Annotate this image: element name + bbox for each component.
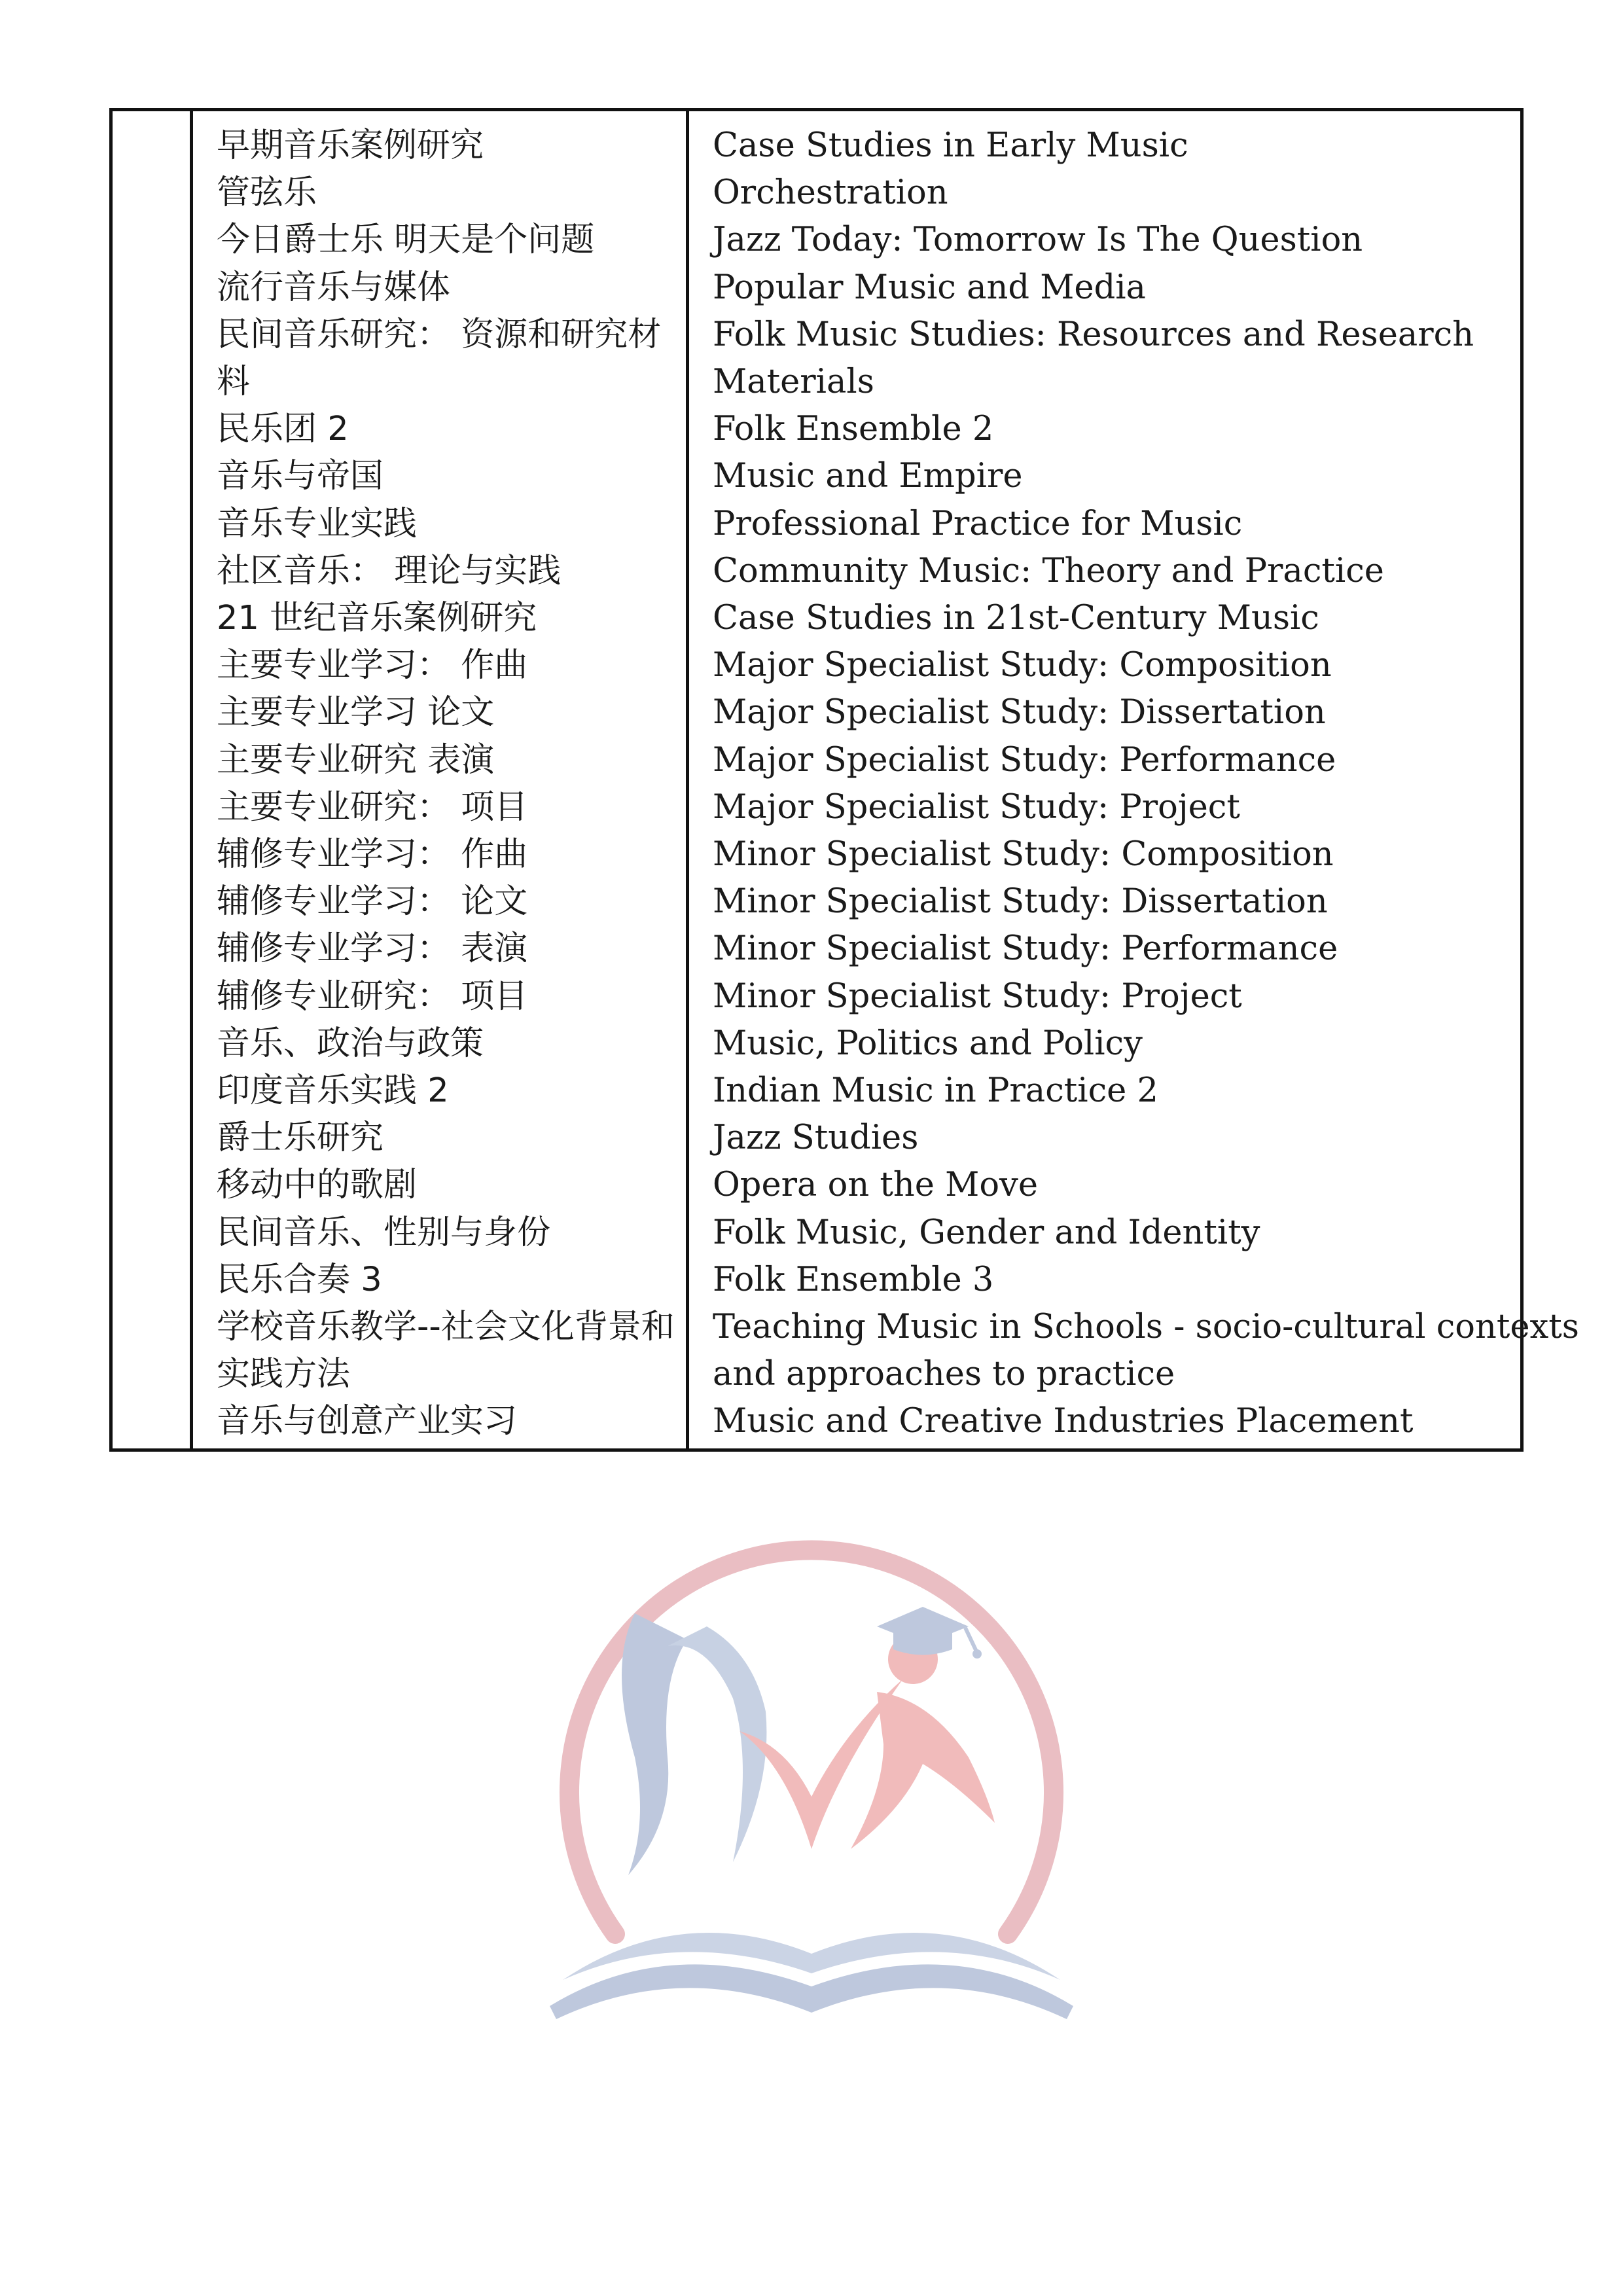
chinese-course-name: 音乐与创意产业实习 bbox=[217, 1402, 518, 1441]
english-course-name: Folk Ensemble 3 bbox=[713, 1260, 994, 1299]
english-course-name: Jazz Today: Tomorrow Is The Question bbox=[713, 221, 1363, 260]
table-row bbox=[111, 110, 1522, 1450]
chinese-course-name: 主要专业研究： 项目 bbox=[217, 787, 528, 827]
english-course-name: Opera on the Move bbox=[713, 1166, 1039, 1205]
chinese-course-name: 管弦乐 bbox=[217, 173, 317, 213]
english-course-name: Music and Empire bbox=[713, 457, 1023, 496]
english-course-name: Jazz Studies bbox=[713, 1119, 919, 1158]
logo-letter-mid bbox=[668, 1626, 766, 1862]
english-course-name: Indian Music in Practice 2 bbox=[713, 1071, 1158, 1111]
chinese-course-name: 辅修专业研究： 项目 bbox=[217, 977, 528, 1016]
english-course-name: Materials bbox=[713, 363, 874, 402]
chinese-course-name: 实践方法 bbox=[217, 1355, 351, 1394]
chinese-course-name: 主要专业研究 表演 bbox=[217, 740, 495, 780]
chinese-course-name: 印度音乐实践 2 bbox=[217, 1071, 449, 1111]
english-course-name: Folk Music Studies: Resources and Research bbox=[713, 315, 1474, 354]
english-course-cell bbox=[688, 110, 1579, 1450]
english-course-name: Major Specialist Study: Dissertation bbox=[713, 693, 1326, 732]
chinese-course-name: 辅修专业学习： 表演 bbox=[217, 929, 528, 969]
english-course-name: Popular Music and Media bbox=[713, 268, 1146, 307]
english-course-name: Music, Politics and Policy bbox=[713, 1024, 1143, 1063]
english-course-name: Folk Music, Gender and Identity bbox=[713, 1213, 1260, 1252]
english-course-name: Case Studies in Early Music bbox=[713, 126, 1188, 165]
chinese-course-name: 音乐、政治与政策 bbox=[217, 1024, 484, 1063]
chinese-course-name: 流行音乐与媒体 bbox=[217, 268, 451, 307]
english-course-name: Teaching Music in Schools - socio-cultural contexts bbox=[713, 1308, 1579, 1347]
english-course-name: Music and Creative Industries Placement bbox=[713, 1402, 1414, 1441]
chinese-course-name: 今日爵士乐 明天是个问题 bbox=[217, 221, 595, 260]
chinese-course-name: 民间音乐研究： 资源和研究材 bbox=[217, 315, 662, 354]
chinese-course-name: 爵士乐研究 bbox=[217, 1119, 384, 1158]
chinese-course-name: 移动中的歌剧 bbox=[217, 1166, 418, 1205]
english-course-name: Major Specialist Study: Project bbox=[713, 787, 1240, 827]
chinese-course-name: 民乐合奏 3 bbox=[217, 1260, 382, 1299]
chinese-course-name: 学校音乐教学--社会文化背景和 bbox=[217, 1308, 675, 1347]
english-course-name: Major Specialist Study: Composition bbox=[713, 646, 1332, 685]
chinese-course-name: 21 世纪音乐案例研究 bbox=[217, 599, 537, 638]
english-course-name: Minor Specialist Study: Composition bbox=[713, 835, 1334, 874]
chinese-course-name: 音乐与帝国 bbox=[217, 457, 384, 496]
english-course-name: Minor Specialist Study: Performance bbox=[713, 929, 1338, 969]
chinese-course-name: 早期音乐案例研究 bbox=[217, 126, 484, 165]
chinese-course-name: 料 bbox=[217, 363, 251, 402]
logo-book-left bbox=[550, 1964, 812, 2019]
empty-index-cell bbox=[111, 110, 192, 1450]
course-table bbox=[109, 108, 1579, 1452]
english-course-name: Professional Practice for Music bbox=[713, 504, 1243, 543]
english-course-name: and approaches to practice bbox=[713, 1355, 1175, 1394]
english-course-name: Orchestration bbox=[713, 173, 948, 213]
english-course-list bbox=[701, 111, 1579, 1446]
chinese-course-cell bbox=[192, 110, 688, 1450]
english-course-name: Major Specialist Study: Performance bbox=[713, 740, 1336, 780]
english-course-name: Minor Specialist Study: Dissertation bbox=[713, 882, 1328, 922]
english-course-name: Case Studies in 21st-Century Music bbox=[713, 599, 1319, 638]
chinese-course-name: 主要专业学习 论文 bbox=[217, 693, 495, 732]
chinese-course-name: 民乐团 2 bbox=[217, 410, 349, 449]
logo-letter-left bbox=[622, 1613, 687, 1875]
chinese-course-name: 民间音乐、性别与身份 bbox=[217, 1213, 551, 1252]
logo-book-right bbox=[812, 1964, 1073, 2019]
chinese-course-name: 辅修专业学习： 作曲 bbox=[217, 835, 528, 874]
chinese-course-name: 音乐专业实践 bbox=[217, 504, 418, 543]
graduate-book-logo-icon bbox=[537, 1482, 1086, 2039]
chinese-course-name: 社区音乐： 理论与实践 bbox=[217, 551, 562, 590]
chinese-course-name: 主要专业学习： 作曲 bbox=[217, 646, 528, 685]
english-course-name: Folk Ensemble 2 bbox=[713, 410, 994, 449]
english-course-name: Community Music: Theory and Practice bbox=[713, 551, 1384, 590]
english-course-name: Minor Specialist Study: Project bbox=[713, 977, 1242, 1016]
chinese-course-name: 辅修专业学习： 论文 bbox=[217, 882, 528, 922]
chinese-course-list bbox=[205, 111, 686, 1446]
